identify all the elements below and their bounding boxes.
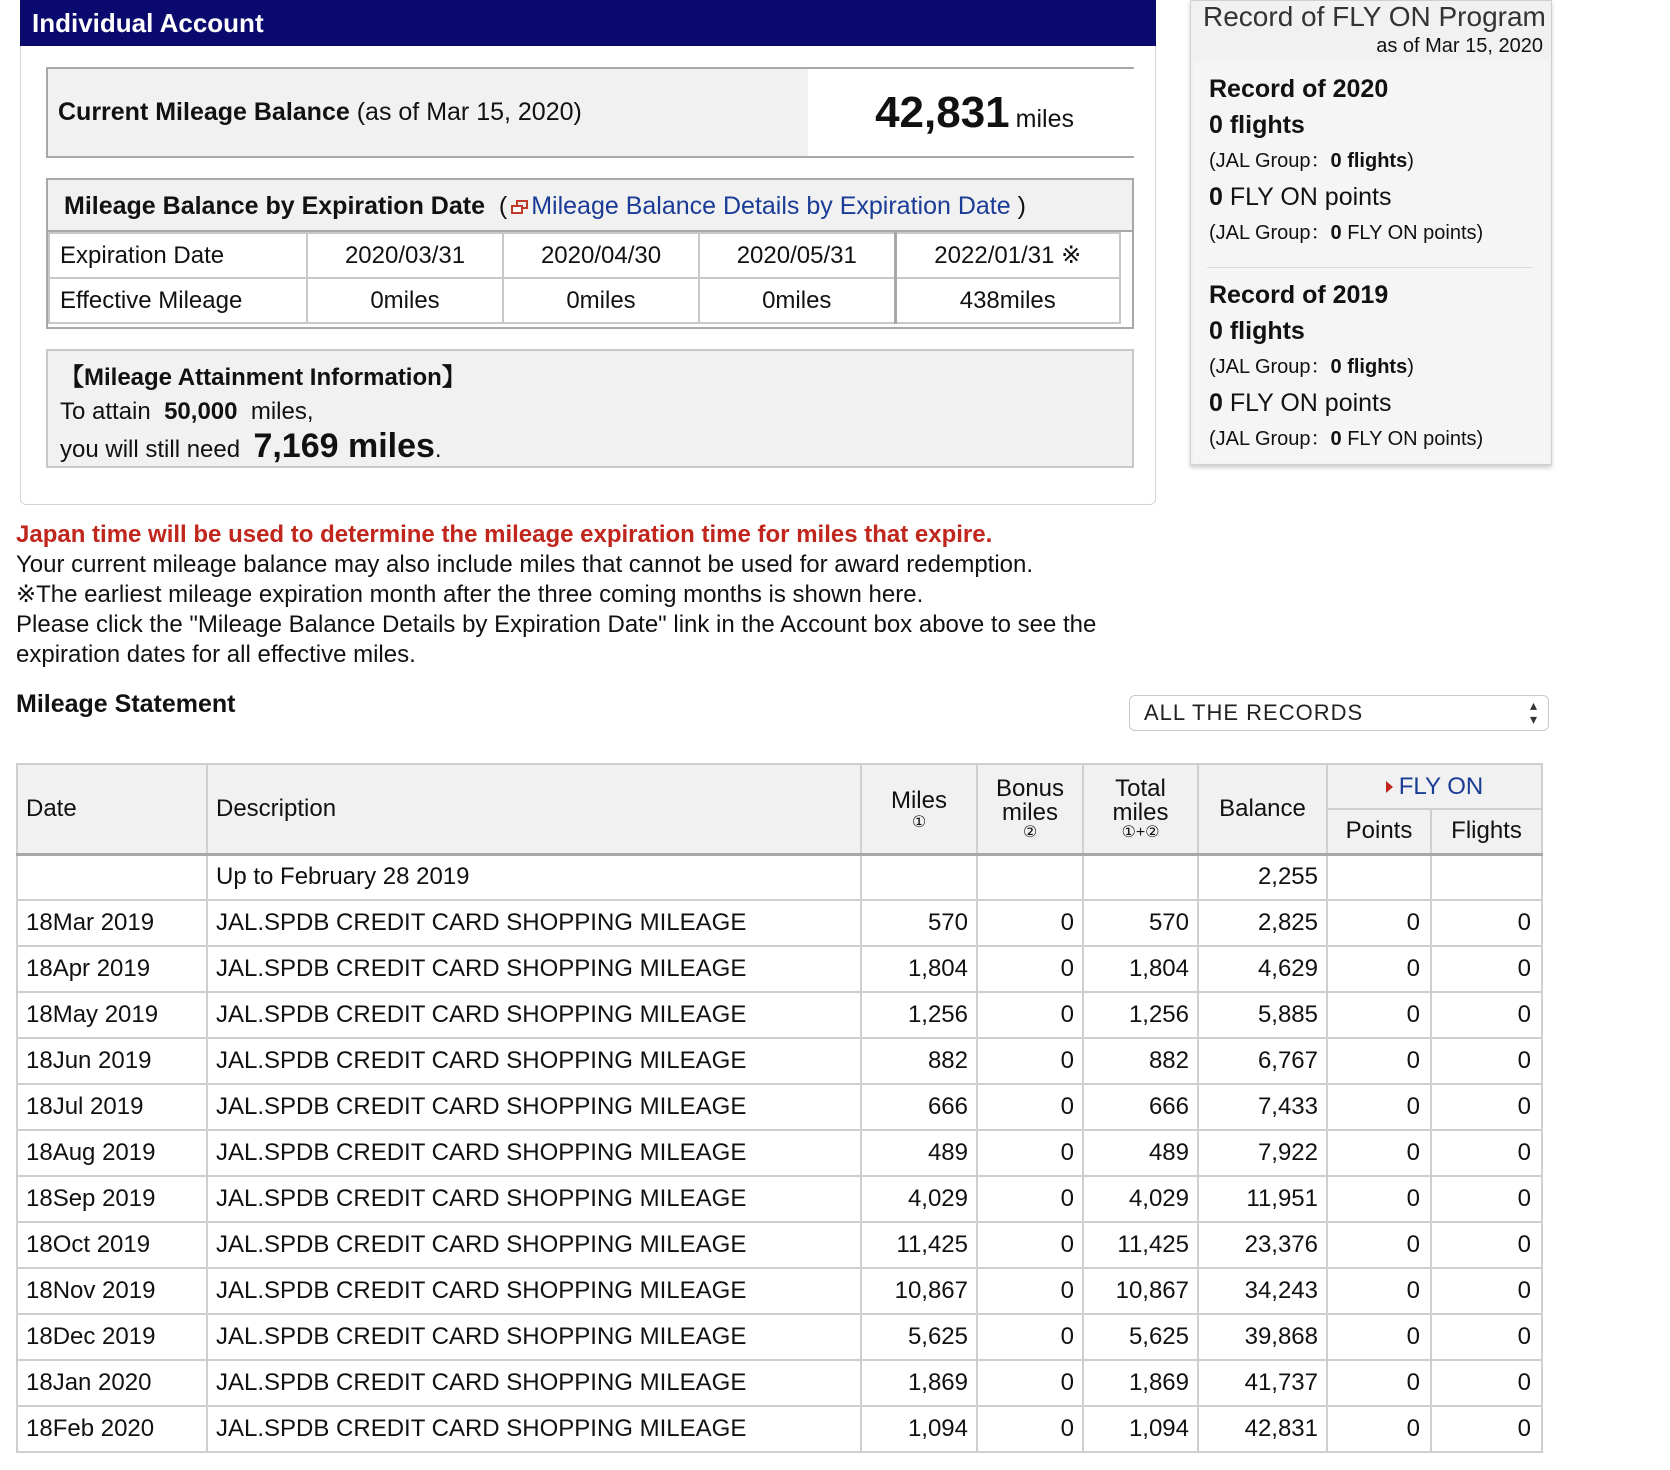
cell-date: 18Mar 2019 — [17, 900, 207, 946]
cell-points: 0 — [1327, 1268, 1431, 1314]
cell-date: 18Jul 2019 — [17, 1084, 207, 1130]
cell-bonus — [977, 854, 1083, 900]
cell-points: 0 — [1327, 1360, 1431, 1406]
cell-balance: 6,767 — [1198, 1038, 1327, 1084]
cell-bonus: 0 — [977, 1268, 1083, 1314]
paren-close: ) — [1407, 150, 1414, 172]
japan-time-notice: Japan time will be used to determine the mileage expiration time for miles that expire. — [16, 521, 993, 548]
select-arrows-icon: ▴ ▾ — [1529, 697, 1538, 727]
header-date: Date — [17, 764, 207, 854]
table-row — [17, 1406, 1542, 1452]
jal-flights-value: 0 flights — [1330, 150, 1408, 172]
expiration-box — [46, 178, 1134, 329]
flyon-title: Record of FLY ON Program — [1203, 1, 1546, 32]
cell-date: 18Dec 2019 — [17, 1314, 207, 1360]
cell-flights: 0 — [1431, 946, 1542, 992]
cell-balance: 2,255 — [1198, 854, 1327, 900]
cell-date: 18Jun 2019 — [17, 1038, 207, 1084]
cell-bonus: 0 — [977, 1038, 1083, 1084]
table-row — [17, 1268, 1542, 1314]
header-points: Points — [1327, 809, 1431, 854]
cell-flights: 0 — [1431, 1130, 1542, 1176]
table-row — [17, 1314, 1542, 1360]
record-jal-points — [1209, 215, 1483, 251]
jal-points-value: 0 — [1330, 428, 1342, 450]
cell-points: 0 — [1327, 900, 1431, 946]
cell-miles: 1,256 — [861, 992, 977, 1038]
cell-date: 18Nov 2019 — [17, 1268, 207, 1314]
cell-description: JAL.SPDB CREDIT CARD SHOPPING MILEAGE — [207, 946, 861, 992]
record-flights: 0 flights — [1209, 317, 1305, 345]
cell-description: JAL.SPDB CREDIT CARD SHOPPING MILEAGE — [207, 1268, 861, 1314]
cell-total: 5,625 — [1083, 1314, 1198, 1360]
cell-date: 18Jan 2020 — [17, 1360, 207, 1406]
expiration-title-bar — [48, 180, 1132, 232]
cell-total: 11,425 — [1083, 1222, 1198, 1268]
record-jal-points — [1209, 421, 1483, 457]
balance-label: Current Mileage Balance — [58, 98, 350, 126]
expiration-table — [48, 232, 1121, 324]
cell-bonus: 0 — [977, 1130, 1083, 1176]
cell-miles: 489 — [861, 1130, 977, 1176]
header-flyon-link[interactable]: FLY ON — [1398, 772, 1484, 800]
cell-bonus: 0 — [977, 1222, 1083, 1268]
cell-total: 1,094 — [1083, 1406, 1198, 1452]
attain-target: 50,000 — [164, 398, 238, 425]
balance-asof: (as of Mar 15, 2020) — [356, 98, 582, 126]
cell-balance: 4,629 — [1198, 946, 1327, 992]
header-flights: Flights — [1431, 809, 1542, 854]
table-row — [17, 1176, 1542, 1222]
cell-bonus: 0 — [977, 992, 1083, 1038]
header-bonus — [977, 764, 1083, 854]
cell-balance: 7,433 — [1198, 1084, 1327, 1130]
cell-bonus: 0 — [977, 946, 1083, 992]
expiration-date-cell: 2020/04/30 — [503, 233, 699, 278]
cell-miles: 666 — [861, 1084, 977, 1130]
attainment-line2 — [60, 429, 1120, 467]
record-points — [1209, 179, 1483, 215]
cell-balance: 5,885 — [1198, 992, 1327, 1038]
cell-total: 10,867 — [1083, 1268, 1198, 1314]
cell-balance: 2,825 — [1198, 900, 1327, 946]
cell-balance: 7,922 — [1198, 1130, 1327, 1176]
cell-flights: 0 — [1431, 1314, 1542, 1360]
effective-mileage-row — [49, 278, 1120, 323]
header-total — [1083, 764, 1198, 854]
attainment-info-box — [46, 349, 1134, 468]
cell-balance: 34,243 — [1198, 1268, 1327, 1314]
external-window-icon — [511, 200, 529, 214]
cell-total: 4,029 — [1083, 1176, 1198, 1222]
cell-miles: 1,094 — [861, 1406, 977, 1452]
cell-flights: 0 — [1431, 1268, 1542, 1314]
cell-miles: 10,867 — [861, 1268, 977, 1314]
effective-mileage-cell: 438miles — [895, 278, 1120, 323]
cell-description: JAL.SPDB CREDIT CARD SHOPPING MILEAGE — [207, 992, 861, 1038]
expiration-date-row — [49, 233, 1120, 278]
attain-need-value: 7,169 miles — [253, 427, 435, 465]
cell-description: JAL.SPDB CREDIT CARD SHOPPING MILEAGE — [207, 1176, 861, 1222]
cell-miles: 570 — [861, 900, 977, 946]
balance-unit: miles — [1015, 105, 1074, 133]
account-header: Individual Account — [20, 0, 1156, 46]
effective-mileage-cell: 0miles — [699, 278, 895, 323]
balance-value: 42,831 — [875, 88, 1010, 137]
jal-flights-value: 0 flights — [1330, 356, 1408, 378]
note-line: ※The earliest mileage expiration month after the three coming months is shown here. — [16, 581, 924, 608]
cell-description: JAL.SPDB CREDIT CARD SHOPPING MILEAGE — [207, 1314, 861, 1360]
header-bonus-label: Bonus miles — [995, 774, 1065, 826]
cell-points: 0 — [1327, 1314, 1431, 1360]
balance-value-cell — [808, 69, 1134, 156]
cell-points: 0 — [1327, 1406, 1431, 1452]
record-heading: Record of 2019 — [1209, 281, 1389, 309]
cell-miles: 5,625 — [861, 1314, 977, 1360]
cell-total: 1,256 — [1083, 992, 1198, 1038]
cell-balance: 11,951 — [1198, 1176, 1327, 1222]
jal-points-value: 0 — [1330, 222, 1342, 244]
mileage-statement-table — [16, 763, 1543, 1453]
attain-pre: To attain — [60, 398, 151, 425]
expiration-date-cell: 2020/05/31 — [699, 233, 895, 278]
record-points — [1209, 385, 1483, 421]
table-row — [17, 1084, 1542, 1130]
cell-flights: 0 — [1431, 1176, 1542, 1222]
table-row — [17, 992, 1542, 1038]
cell-total: 666 — [1083, 1084, 1198, 1130]
cell-points: 0 — [1327, 1084, 1431, 1130]
cell-flights: 0 — [1431, 900, 1542, 946]
records-filter-select[interactable] — [1129, 695, 1549, 731]
cell-balance: 39,868 — [1198, 1314, 1327, 1360]
attain-need-pre: you will still need — [60, 436, 241, 463]
cell-total: 882 — [1083, 1038, 1198, 1084]
cell-flights: 0 — [1431, 1360, 1542, 1406]
expiration-date-cell: 2022/01/31 ※ — [895, 233, 1120, 278]
mileage-statement-title: Mileage Statement — [16, 690, 236, 718]
header-flyon[interactable] — [1327, 764, 1542, 809]
cell-total: 570 — [1083, 900, 1198, 946]
cell-description: JAL.SPDB CREDIT CARD SHOPPING MILEAGE — [207, 1406, 861, 1452]
cell-bonus: 0 — [977, 1360, 1083, 1406]
cell-points — [1327, 854, 1431, 900]
cell-description: JAL.SPDB CREDIT CARD SHOPPING MILEAGE — [207, 1084, 861, 1130]
points-label: FLY ON points — [1229, 183, 1392, 211]
cell-date: 18May 2019 — [17, 992, 207, 1038]
cell-points: 0 — [1327, 992, 1431, 1038]
cell-miles: 882 — [861, 1038, 977, 1084]
cell-flights: 0 — [1431, 1084, 1542, 1130]
note-line: Your current mileage balance may also include miles that cannot be used for award redemption. — [16, 551, 1034, 578]
cell-bonus: 0 — [977, 900, 1083, 946]
effective-mileage-cell: 0miles — [307, 278, 503, 323]
attainment-title: 【Mileage Attainment Information】 — [60, 364, 466, 391]
jal-group-label: (JAL Group： — [1209, 356, 1331, 378]
cell-description: JAL.SPDB CREDIT CARD SHOPPING MILEAGE — [207, 1360, 861, 1406]
cell-flights — [1431, 854, 1542, 900]
header-miles-label: Miles — [890, 786, 947, 814]
record-jal-flights — [1209, 349, 1483, 385]
points-value: 0 — [1209, 183, 1223, 211]
cell-points: 0 — [1327, 1176, 1431, 1222]
cell-total: 1,804 — [1083, 946, 1198, 992]
flyon-record-panel — [1190, 0, 1552, 465]
effective-mileage-label: Effective Mileage — [49, 278, 307, 323]
cell-description: Up to February 28 2019 — [207, 854, 861, 900]
arrow-right-icon — [1386, 781, 1393, 793]
cell-points: 0 — [1327, 1038, 1431, 1084]
jal-points-label: FLY ON points) — [1347, 222, 1484, 244]
table-header-row — [17, 764, 1542, 809]
cell-balance: 23,376 — [1198, 1222, 1327, 1268]
cell-points: 0 — [1327, 1222, 1431, 1268]
balance-label-group — [58, 69, 582, 156]
circle-two-icon: ② — [1022, 823, 1038, 841]
expiration-notes — [16, 520, 1116, 670]
header-balance: Balance — [1198, 764, 1327, 854]
cell-description: JAL.SPDB CREDIT CARD SHOPPING MILEAGE — [207, 1130, 861, 1176]
flyon-record-2020 — [1209, 71, 1483, 251]
jal-group-label: (JAL Group： — [1209, 222, 1331, 244]
cell-date: 18Feb 2020 — [17, 1406, 207, 1452]
flyon-asof: as of Mar 15, 2020 — [1376, 35, 1543, 57]
cell-total: 1,869 — [1083, 1360, 1198, 1406]
table-row — [17, 900, 1542, 946]
points-label: FLY ON points — [1229, 389, 1392, 417]
cell-miles: 11,425 — [861, 1222, 977, 1268]
cell-miles: 1,804 — [861, 946, 977, 992]
cell-bonus: 0 — [977, 1176, 1083, 1222]
cell-points: 0 — [1327, 946, 1431, 992]
paren-open: ( — [491, 192, 508, 220]
cell-date — [17, 854, 207, 900]
table-row — [17, 1360, 1542, 1406]
cell-balance: 42,831 — [1198, 1406, 1327, 1452]
paren-close: ) — [1010, 192, 1026, 220]
cell-date: 18Aug 2019 — [17, 1130, 207, 1176]
header-miles — [861, 764, 977, 854]
cell-bonus: 0 — [977, 1406, 1083, 1452]
table-row — [17, 1130, 1542, 1176]
points-value: 0 — [1209, 389, 1223, 417]
cell-miles: 4,029 — [861, 1176, 977, 1222]
note-line: Please click the "Mileage Balance Details by Expiration Date" link in the Account box above to see the expiration dates for all effective miles. — [16, 611, 1097, 668]
header-description: Description — [207, 764, 861, 854]
cell-flights: 0 — [1431, 992, 1542, 1038]
cell-date: 18Apr 2019 — [17, 946, 207, 992]
circle-sum-icon: ①+② — [1121, 823, 1160, 841]
expiration-details-link[interactable]: Mileage Balance Details by Expiration Date — [531, 192, 1011, 220]
cell-total: 489 — [1083, 1130, 1198, 1176]
cell-description: JAL.SPDB CREDIT CARD SHOPPING MILEAGE — [207, 900, 861, 946]
circle-one-icon: ① — [911, 813, 927, 831]
flyon-records — [1193, 61, 1549, 463]
attainment-line1 — [60, 395, 1120, 429]
cell-balance: 41,737 — [1198, 1360, 1327, 1406]
flyon-record-2019 — [1209, 277, 1483, 457]
cell-miles: 1,869 — [861, 1360, 977, 1406]
cell-flights: 0 — [1431, 1222, 1542, 1268]
current-balance-box — [46, 67, 1134, 158]
cell-bonus: 0 — [977, 1084, 1083, 1130]
table-row — [17, 1222, 1542, 1268]
cell-flights: 0 — [1431, 1038, 1542, 1084]
attain-need-post: . — [434, 436, 442, 463]
cell-total — [1083, 854, 1198, 900]
cell-date: 18Oct 2019 — [17, 1222, 207, 1268]
jal-points-label: FLY ON points) — [1347, 428, 1484, 450]
record-flights: 0 flights — [1209, 111, 1305, 139]
record-heading: Record of 2020 — [1209, 75, 1389, 103]
effective-mileage-cell: 0miles — [503, 278, 699, 323]
attain-post: miles, — [250, 398, 314, 425]
expiration-title: Mileage Balance by Expiration Date — [64, 192, 485, 220]
opening-balance-row — [17, 854, 1542, 900]
expiration-date-cell: 2020/03/31 — [307, 233, 503, 278]
records-filter-value: ALL THE RECORDS — [1144, 700, 1364, 725]
paren-close: ) — [1407, 356, 1414, 378]
jal-group-label: (JAL Group： — [1209, 428, 1331, 450]
cell-date: 18Sep 2019 — [17, 1176, 207, 1222]
table-row — [17, 946, 1542, 992]
cell-flights: 0 — [1431, 1406, 1542, 1452]
cell-description: JAL.SPDB CREDIT CARD SHOPPING MILEAGE — [207, 1038, 861, 1084]
table-row — [17, 1038, 1542, 1084]
jal-group-label: (JAL Group： — [1209, 150, 1331, 172]
cell-points: 0 — [1327, 1130, 1431, 1176]
expiration-date-label: Expiration Date — [49, 233, 307, 278]
cell-bonus: 0 — [977, 1314, 1083, 1360]
record-jal-flights — [1209, 143, 1483, 179]
header-total-label: Total miles — [1112, 774, 1169, 826]
record-divider — [1207, 267, 1533, 268]
cell-description: JAL.SPDB CREDIT CARD SHOPPING MILEAGE — [207, 1222, 861, 1268]
cell-miles — [861, 854, 977, 900]
